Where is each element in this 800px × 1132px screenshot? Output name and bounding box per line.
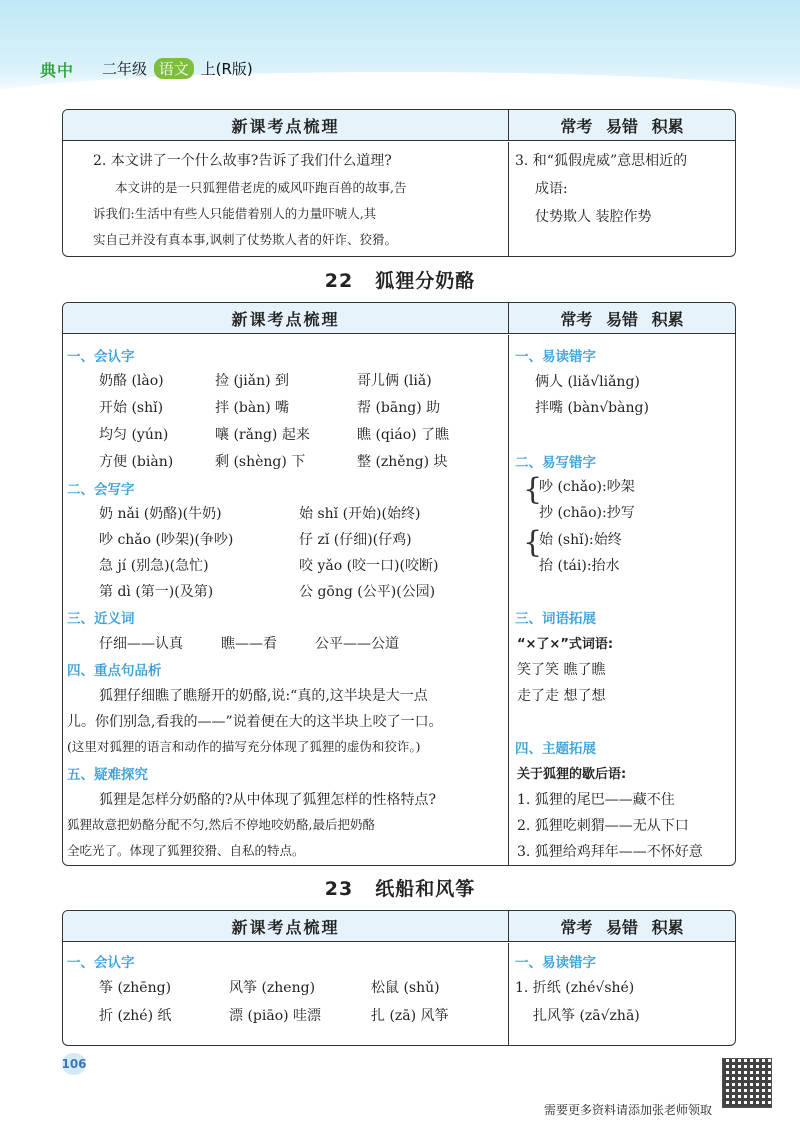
box-header	[63, 303, 735, 334]
lesson-title	[0, 266, 800, 293]
tricky-word: 扎风筝 (zā√zhā)	[533, 1008, 640, 1024]
word-item: 扎 (zā) 风筝	[371, 1008, 449, 1024]
header-banner	[0, 0, 800, 98]
brace-icon: {	[523, 525, 543, 560]
box-lesson-23	[62, 910, 736, 1046]
write-item: 吵 chǎo (吵架)(争吵)	[99, 532, 234, 548]
right-answer: 仗势欺人 装腔作势	[535, 209, 652, 225]
box-body	[63, 335, 735, 865]
similar-char: 抬 (tái):抬水	[539, 558, 620, 574]
box-header	[63, 911, 735, 942]
answer-line: 实自己并没有真本事,讽刺了仗势欺人者的奸诈、狡猾。	[93, 232, 397, 247]
answer-line: 本文讲的是一只狐狸借老虎的威风吓跑百兽的故事,告	[115, 180, 407, 195]
synonym-pair: 瞧——看	[221, 636, 277, 652]
box-lesson-22	[62, 302, 736, 866]
word-item: 剩 (shèng) 下	[215, 454, 306, 470]
section-heading: 二、会写字	[67, 482, 135, 498]
right-line: 成语:	[535, 181, 568, 197]
tricky-word: 1. 折纸 (zhé√shé)	[515, 980, 635, 996]
pattern-label: “×了×”式词语:	[517, 637, 614, 652]
lesson-name: 纸船和风筝	[375, 878, 476, 900]
book-info	[102, 58, 253, 79]
section-heading: 一、会认字	[67, 955, 135, 971]
subject-badge: 语文	[154, 58, 194, 79]
col-left-title: 新课考点梳理	[63, 110, 509, 140]
answer-line: 狐狸故意把奶酪分配不匀,然后不停地咬奶酪,最后把奶酪	[67, 817, 375, 832]
brand-logo: 典中	[40, 61, 75, 80]
section-heading: 一、会认字	[67, 349, 135, 365]
box-continued	[62, 109, 736, 257]
section-heading: 三、词语拓展	[515, 611, 596, 627]
word-item: 奶酪 (lào)	[99, 373, 164, 389]
col-left-title: 新课考点梳理	[63, 911, 509, 941]
section-heading: 一、易读错字	[515, 349, 596, 365]
lesson-name: 狐狸分奶酪	[375, 270, 476, 292]
column-divider	[508, 335, 509, 865]
box-body	[63, 943, 735, 1045]
question: 狐狸是怎样分奶酪的?从中体现了狐狸怎样的性格特点?	[99, 792, 437, 808]
brace-icon: {	[523, 472, 543, 507]
word-item: 松鼠 (shǔ)	[371, 980, 440, 996]
write-item: 咬 yǎo (咬一口)(咬断)	[299, 558, 439, 574]
section-heading: 一、易读错字	[515, 955, 596, 971]
pattern-example: 走了走 想了想	[517, 688, 606, 704]
footer-note: 需要更多资料请添加张老师领取	[544, 1103, 713, 1117]
col-right-title: 常考 易错 积累	[560, 116, 684, 136]
similar-char: 抄 (chāo):抄写	[539, 505, 635, 521]
word-item: 均匀 (yún)	[99, 427, 169, 443]
write-item: 公 gōng (公平)(公园)	[299, 584, 436, 600]
lesson-title	[0, 874, 800, 901]
write-item: 急 jí (别急)(急忙)	[99, 558, 209, 574]
lesson-number: 23	[324, 878, 354, 900]
word-item: 筝 (zhēng)	[99, 980, 172, 996]
passage-line: 儿。你们别急,看我的——”说着便在大的这半块上咬了一口。	[67, 714, 443, 730]
word-item: 漂 (piāo) 哇漂	[229, 1008, 322, 1024]
word-item: 风筝 (zheng)	[229, 980, 316, 996]
right-question: 3. 和“狐假虎威”意思相近的	[515, 153, 688, 169]
question: 2. 本文讲了一个什么故事?告诉了我们什么道理?	[93, 153, 392, 169]
column-divider	[508, 142, 509, 256]
answer-line: 诉我们:生活中有些人只能借着别人的力量吓唬人,其	[93, 206, 377, 221]
word-item: 折 (zhé) 纸	[99, 1008, 172, 1024]
similar-char: 始 (shǐ):始终	[539, 532, 622, 548]
idiom-item: 1. 狐狸的尾巴——藏不住	[517, 792, 675, 808]
synonym-pair: 仔细——认真	[99, 636, 183, 652]
page-number: 106	[62, 1053, 86, 1075]
pattern-example: 笑了笑 瞧了瞧	[517, 662, 606, 678]
passage-note: (这里对狐狸的语言和动作的描写充分体现了狐狸的虚伪和狡诈。)	[67, 739, 421, 754]
word-item: 嚷 (rǎng) 起来	[215, 427, 310, 443]
word-item: 哥儿俩 (liǎ)	[357, 373, 432, 389]
write-item: 第 dì (第一)(及第)	[99, 584, 214, 600]
write-item: 仔 zǐ (仔细)(仔鸡)	[299, 532, 412, 548]
idiom-item: 2. 狐狸吃刺猬——无从下口	[517, 818, 689, 834]
idiom-label: 关于狐狸的歇后语:	[517, 767, 627, 782]
box-body	[63, 142, 735, 256]
lesson-number: 22	[324, 270, 354, 292]
word-item: 方便 (biàn)	[99, 454, 174, 470]
tricky-word: 拌嘴 (bàn√bàng)	[535, 400, 649, 416]
box-header	[63, 110, 735, 141]
section-heading: 五、疑难探究	[67, 767, 148, 783]
idiom-item: 3. 狐狸给鸡拜年——不怀好意	[517, 844, 703, 860]
grade: 二年级	[102, 60, 148, 78]
word-item: 瞧 (qiáo) 了瞧	[357, 427, 450, 443]
similar-char: 吵 (chǎo):吵架	[539, 479, 635, 495]
section-heading: 三、近义词	[67, 611, 135, 627]
column-divider	[508, 943, 509, 1045]
section-heading: 二、易写错字	[515, 455, 596, 471]
answer-line: 全吃光了。体现了狐狸狡猾、自私的特点。	[67, 843, 305, 858]
qr-code-icon	[722, 1058, 772, 1108]
write-item: 奶 nǎi (奶酪)(牛奶)	[99, 506, 222, 522]
passage-line: 狐狸仔细瞧了瞧掰开的奶酪,说:“真的,这半块是大一点	[99, 688, 428, 704]
tricky-word: 俩人 (liǎ√liǎng)	[535, 374, 640, 390]
volume: 上(R版)	[200, 60, 253, 78]
section-heading: 四、重点句品析	[67, 663, 162, 679]
word-item: 开始 (shǐ)	[99, 400, 164, 416]
write-item: 始 shǐ (开始)(始终)	[299, 506, 421, 522]
col-right-title: 常考 易错 积累	[560, 917, 684, 937]
word-item: 整 (zhěng) 块	[357, 454, 448, 470]
word-item: 帮 (bāng) 助	[357, 400, 441, 416]
word-item: 捡 (jiǎn) 到	[215, 373, 290, 389]
col-right-title: 常考 易错 积累	[560, 309, 684, 329]
section-heading: 四、主题拓展	[515, 741, 596, 757]
col-left-title: 新课考点梳理	[63, 303, 509, 333]
synonym-pair: 公平——公道	[315, 636, 399, 652]
word-item: 拌 (bàn) 嘴	[215, 400, 290, 416]
